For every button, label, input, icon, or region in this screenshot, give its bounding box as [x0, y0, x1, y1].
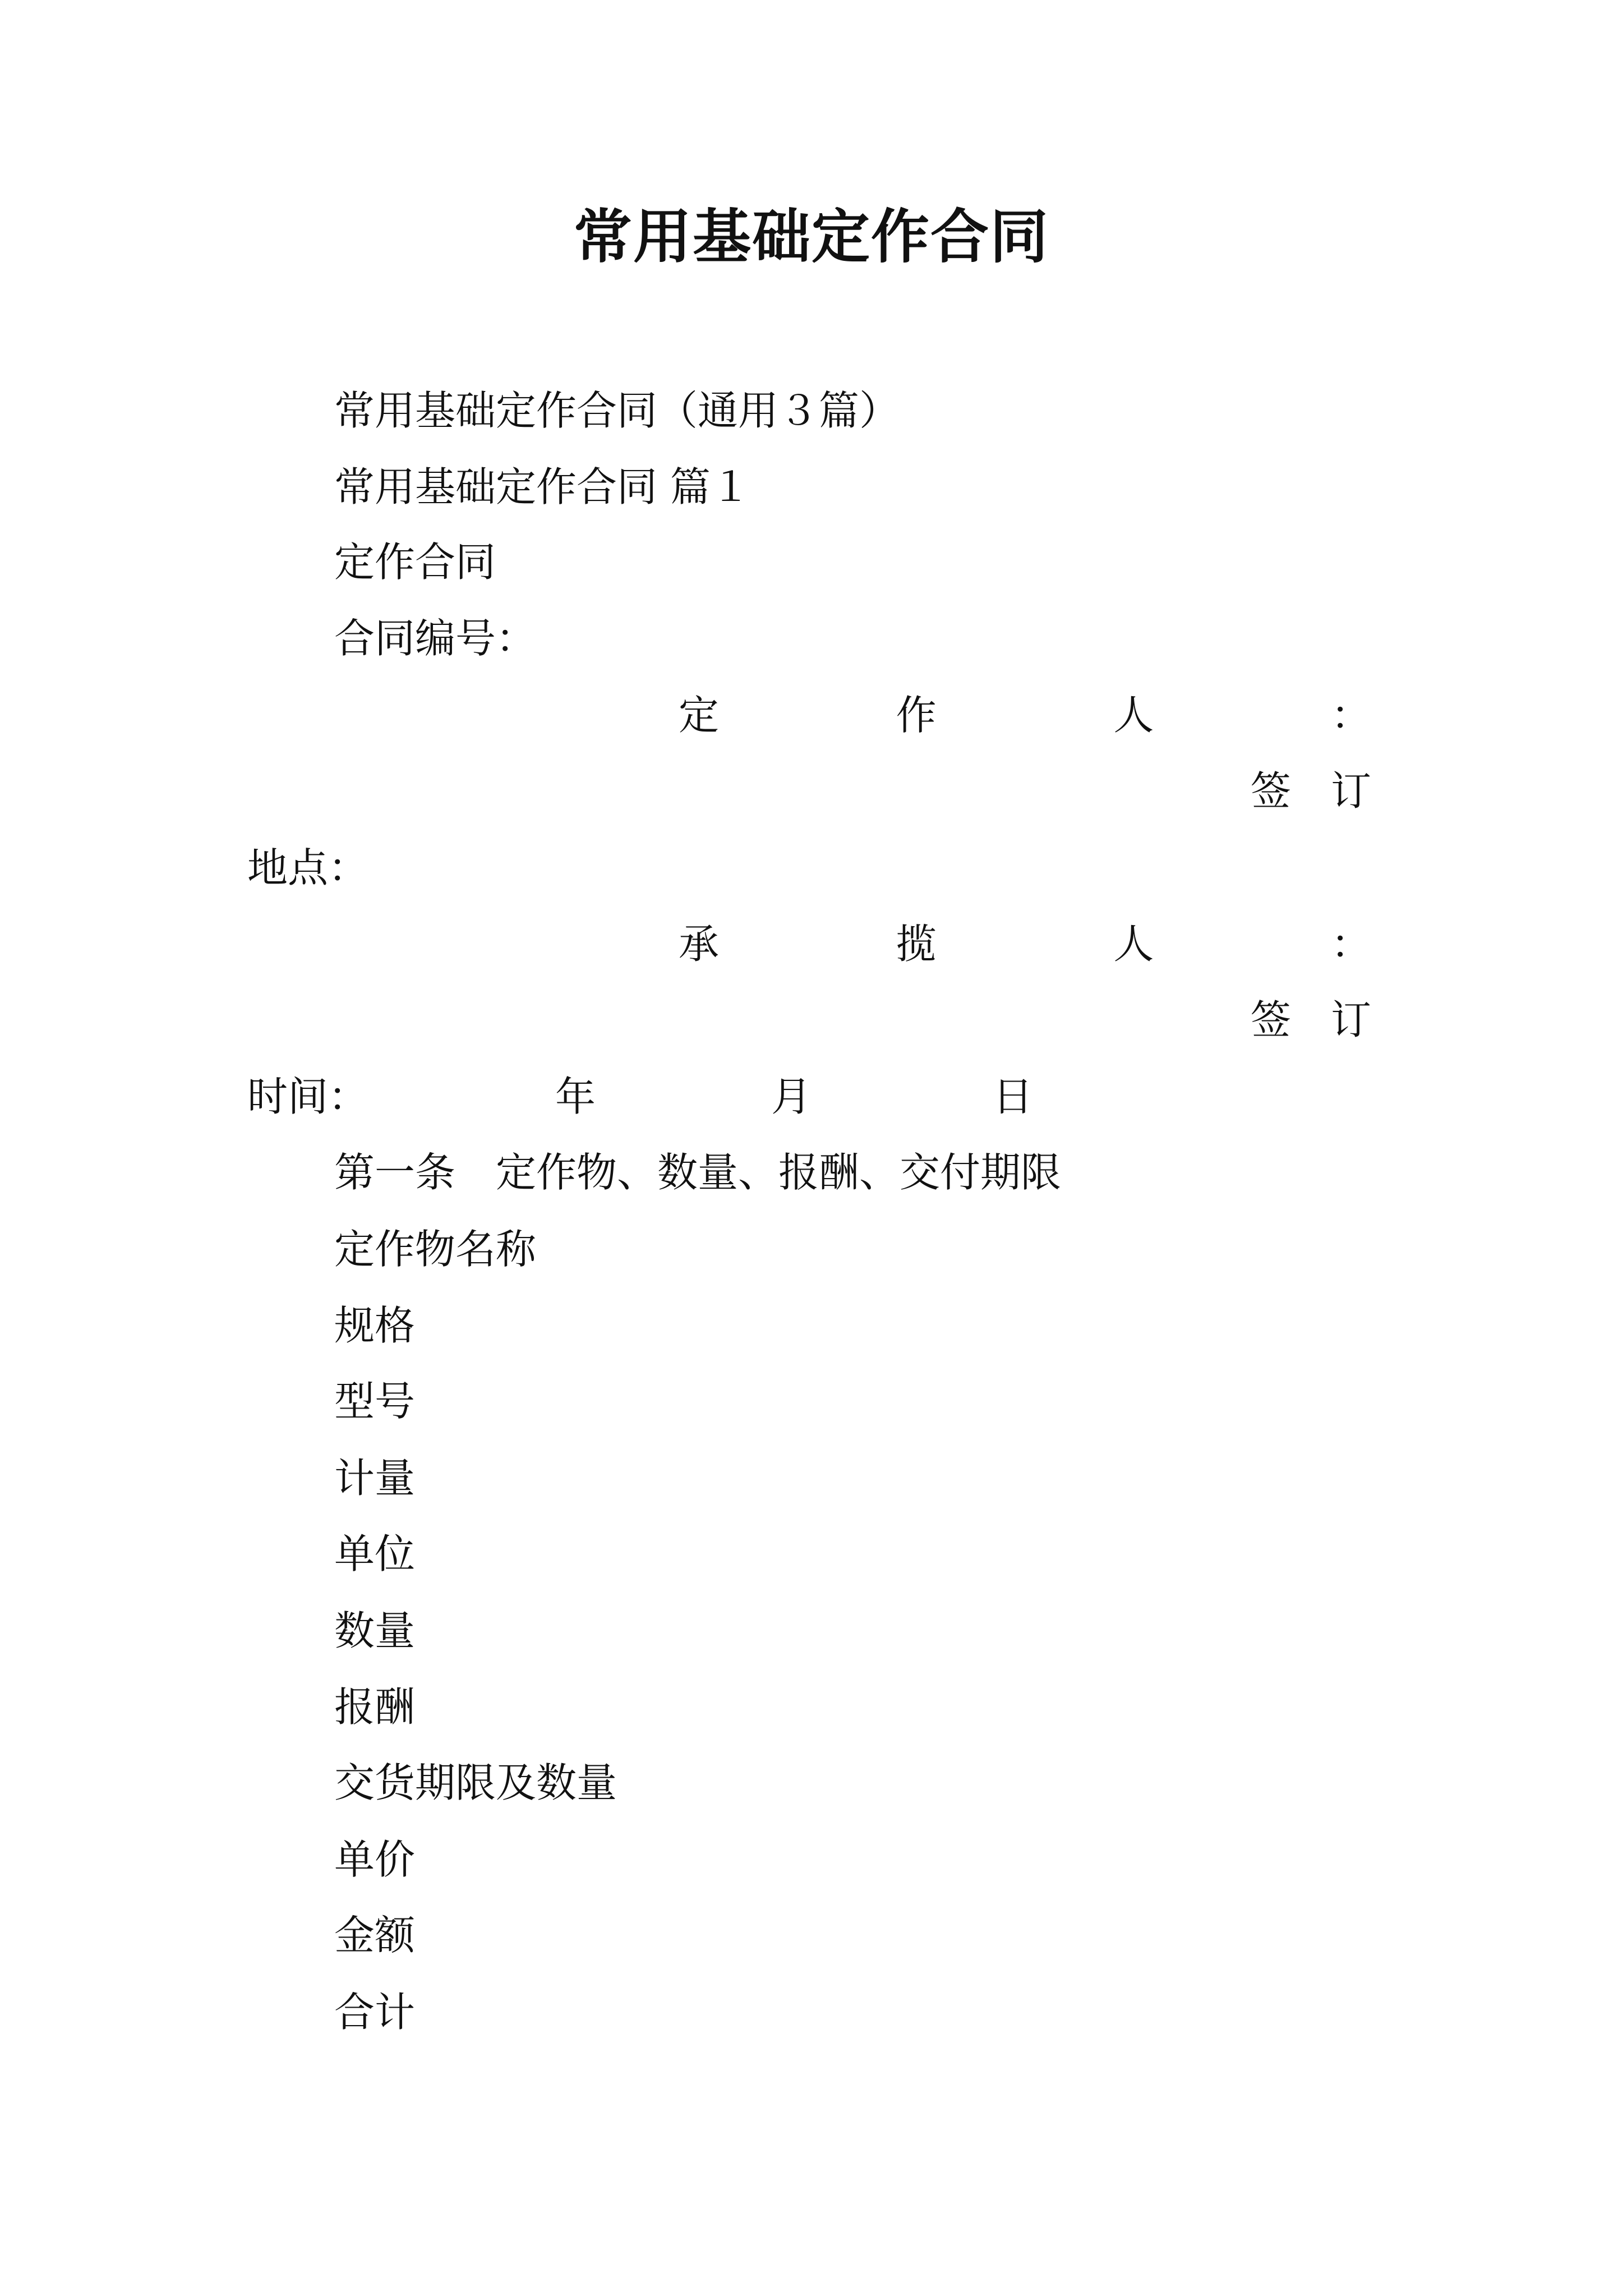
sign-char: 签 — [1251, 767, 1292, 815]
contract-no-label: 合同编号： — [334, 615, 537, 662]
item-line: 规格 — [334, 1302, 416, 1349]
party-b-char: ： — [1330, 921, 1371, 968]
party-a-char: 作 — [896, 692, 937, 739]
time-label: 时间： — [247, 1073, 369, 1120]
item-line: 单位 — [334, 1530, 416, 1577]
party-b-char: 揽 — [896, 921, 937, 968]
date-month: 月 — [771, 1073, 812, 1120]
item-line: 合计 — [334, 1989, 416, 2036]
article-1-heading: 第一条 定作物、数量、报酬、交付期限 — [334, 1149, 1062, 1196]
item-line: 数量 — [334, 1607, 416, 1654]
party-a-char: 定 — [679, 692, 720, 739]
date-day: 日 — [993, 1073, 1034, 1120]
document-title: 常用基础定作合同 — [573, 202, 1049, 271]
item-line: 计量 — [334, 1455, 416, 1502]
item-line: 金额 — [334, 1912, 416, 1959]
item-line: 定作物名称 — [334, 1226, 537, 1273]
party-b-char: 承 — [679, 921, 720, 968]
sign-line-1 — [1251, 763, 1371, 819]
item-line: 交货期限及数量 — [334, 1759, 617, 1806]
party-a-line — [679, 687, 1371, 743]
subtitle: 常用基础定作合同（通用３篇） — [334, 387, 900, 434]
item-line: 单价 — [334, 1836, 416, 1883]
sign-char: 订 — [1330, 767, 1371, 815]
item-line: 型号 — [334, 1378, 416, 1425]
item-line: 报酬 — [334, 1683, 416, 1731]
date-year: 年 — [555, 1073, 596, 1120]
section-heading: 常用基础定作合同 篇１ — [334, 463, 751, 510]
party-b-char: 人 — [1113, 921, 1154, 968]
place-label: 地点： — [247, 844, 369, 891]
sign-char: 订 — [1330, 996, 1371, 1043]
party-a-char: 人 — [1113, 692, 1154, 739]
party-b-line — [679, 916, 1371, 972]
sign-char: 签 — [1251, 996, 1292, 1043]
contract-name: 定作合同 — [334, 539, 496, 586]
sign-line-2 — [1251, 992, 1371, 1048]
party-a-char: ： — [1330, 692, 1371, 739]
